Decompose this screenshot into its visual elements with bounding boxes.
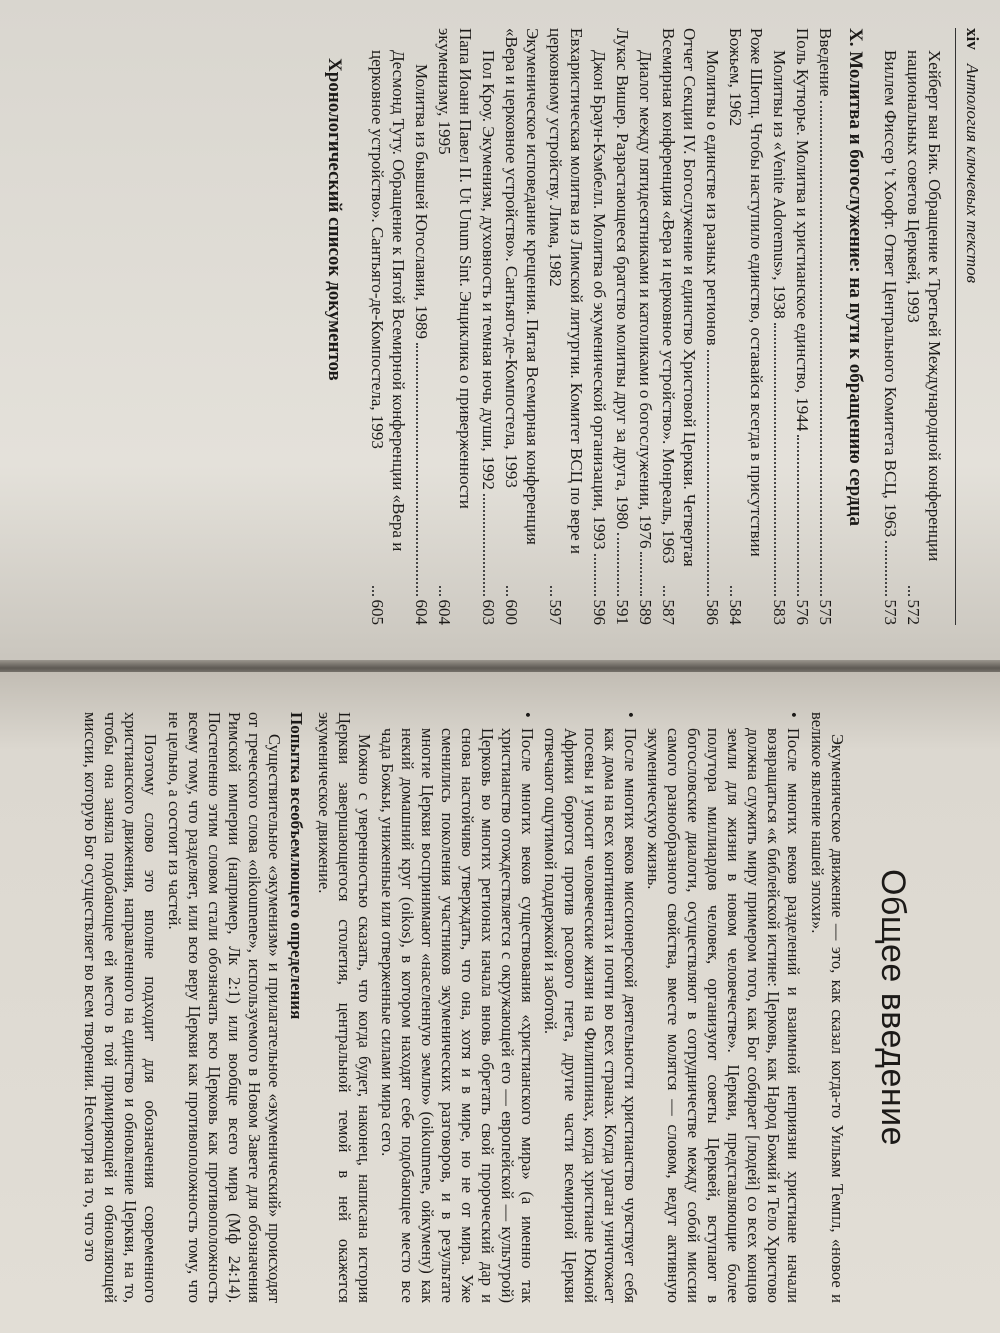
- toc-entry: [478, 28, 499, 625]
- toc-entry-page: 604: [435, 599, 454, 625]
- bullet-item: • После многих веков существования «христианского мира» (а именно так христианство отождествляется с окружающей его — европейской — культурой) Церковь во многих регионах начала вновь обретать свой пророческий дар и снова настойчиво утверждать, что она, хотя и в мире, но не от мира. Уже сменились поколения участников экуменических разговоров, и в результате многие Церкви воспринимают «населенную землю» (oikoumene, ойкумену) как некий домашний круг (oikos), в котором находят себе подобающее место все чада Божьи, униженные или отверженные силами мира сего.: [377, 712, 537, 1303]
- paragraph: Поэтому слово это вполне подходит для обозначения современного христианского движения, направленного на единство и обновление Церкви, на то, чтобы она заняла подобающее ей место в той примиряющей и обновляющей миссии, которую Бог осуществляет во всем творении. Несмотря на то, что это: [81, 712, 160, 1303]
- toc-entry-page: 600: [502, 599, 521, 625]
- toc-entry-title: Пол Кроу. Экуменизм, духовность и темная ночь души, 1992: [479, 50, 498, 490]
- page-number: xiv: [963, 28, 982, 50]
- toc-entry: [635, 28, 656, 625]
- toc-entry-title: Отчет Секции IV. Богослужение и единство Христовой Церкви. Четвертая Всемирная конференция «Вера и церковное устройство». Монреаль, 1963: [659, 28, 699, 567]
- leader-dots: [885, 541, 887, 595]
- toc-entry-page: 576: [793, 599, 812, 625]
- paragraph: Можно с уверенностью сказать, что когда будет, наконец, написана история Церкви завершающегося столетия, центральной темой в ней окажется экуменическое движение.: [315, 712, 374, 1303]
- toc-entry: [815, 28, 836, 625]
- toc-entry-page: 597: [546, 599, 565, 625]
- toc-entry-title: Экуменическое исповедание крещения. Пятая Всемирная конференция «Вера и церковное устройство». Сантьяго-де-Компостела, 1993: [502, 28, 542, 545]
- toc-entry-page: 587: [659, 599, 678, 625]
- final-heading: Хронологический список документов: [324, 58, 345, 381]
- toc-entry-title: Молитва из бывшей Югославии, 1989: [412, 64, 431, 339]
- toc-entry-title: Джон Браун-Кэмбелл. Молитва об экуменической организации, 1993: [590, 50, 609, 550]
- toc-entry: [411, 28, 432, 625]
- leader-dots: [908, 586, 910, 596]
- toc-entry-title: Лукас Вишер. Разрастающееся братство молитвы друг за друга, 1980: [613, 28, 632, 530]
- bullet-item: • После многих веков миссионерской деятельности христианство чувствует себя как дома на всех континентах и почти во всех странах. Когда ураган уничтожает посевы и уносит человеческие жизни на Филиппинах, когда христиане Южной Африки борются против расового гнета, другие части всемирной Церкви отвечают ощутимой поддержкой и заботой.: [540, 712, 640, 1303]
- toc-entry-page: 584: [726, 599, 745, 625]
- toc-entry-title: Молитвы из «Venite Adoremus», 1938: [770, 50, 789, 319]
- bullet-item: • После многих веков разделений и взаимной неприязни христиане начали возвращаться «к библейской истине: Церковь, как Народ Божий и Тело Христово должна служить миру примером того, как Бог собирает [людей] со всех концов земли для жизни в новом человечестве». Церкви, представляющие более полутора миллиардов человек, организуют советы Церквей, вступают в богословские диалоги, осуществляют в сотрудничестве между собой миссии самого разнообразного свойства, вместе молятся — словом, ведут активную экуменическую жизнь.: [643, 712, 803, 1303]
- toc-entry: [501, 28, 543, 625]
- leader-dots: [594, 554, 596, 596]
- toc-entry: [903, 28, 945, 625]
- toc-entry: [658, 28, 700, 625]
- toc-entry-title: Папа Иоанн Павел II. Ut Unum Sint. Энциклика о приверженности экуменизму, 1995: [435, 28, 475, 509]
- toc-entry-title: Молитвы о единстве из разных регионов: [703, 50, 722, 346]
- toc-entry: [545, 28, 587, 625]
- leader-dots: [617, 533, 619, 595]
- leader-dots: [663, 586, 665, 596]
- leader-dots: [506, 586, 508, 596]
- toc-entry: [612, 28, 633, 625]
- leader-dots: [550, 586, 552, 596]
- leader-dots: [820, 101, 822, 596]
- subheading: Попытка всеобъемлющего определения: [287, 712, 306, 1020]
- toc-entry-page: 589: [636, 599, 655, 625]
- toc-entry-page: 586: [703, 599, 722, 625]
- toc-list: [367, 28, 836, 625]
- toc-entry: [769, 28, 790, 625]
- toc-entry: [367, 28, 409, 625]
- toc-entry-title: Виллем Фиссер 't Хоофт. Ответ Центрального Комитета ВСЦ, 1963: [881, 50, 900, 538]
- paragraph: Существительное «экуменизм» и прилагательное «экуменический» происходят от греческого слова «oikoumene», используемого в Новом Завете для обозначения Римской империи (например, Лк 2:1) или вообще всего мира (Мф 24:14). Постепенно этим словом стали обозначать всю Церковь как противоположность всему тому, что разделяет, или всю веру Церкви как противоположность тому, что не цельно, а состоит из частей.: [165, 712, 284, 1303]
- toc-entry-title: Диалог между пятидесятниками и католиками о богослужении, 1976: [636, 50, 655, 549]
- toc-entry-title: Десмонд Туту. Обращение к Пятой Всемирной конференции «Вера и церковное устройство». Сантьяго-де-Компостела, 1993: [368, 50, 408, 552]
- right-page: [0, 672, 1000, 1333]
- toc-entry-page: 591: [613, 599, 632, 625]
- toc-entry-page: 575: [816, 599, 835, 625]
- chapter-title: Общее введение: [874, 868, 912, 1147]
- toc-entry: [702, 28, 723, 625]
- leader-dots: [439, 586, 441, 596]
- toc-entry: [589, 28, 610, 625]
- leader-dots: [774, 323, 776, 596]
- toc-entry-page: 583: [770, 599, 789, 625]
- leader-dots: [797, 435, 799, 595]
- toc-entry-page: 605: [368, 599, 387, 625]
- toc-entry-page: 596: [590, 599, 609, 625]
- toc-list-before: [880, 28, 945, 625]
- toc-entry-page: 573: [881, 599, 900, 625]
- toc-entry-title: Поль Кутюрье. Молитва и христианское единство, 1944: [793, 28, 812, 432]
- toc-entry-page: 572: [904, 599, 923, 625]
- section-title: X. Молитва и богослужение: на пути к обращению сердца: [845, 28, 866, 526]
- toc-entry-page: 603: [479, 599, 498, 625]
- toc-entry-title: Роже Шютц. Чтобы наступило единство, оставайся всегда в присутствии Божьем, 1962: [726, 28, 766, 557]
- toc-entry-title: Евхаристическая молитва из Лимской литургии. Комитет ВСЦ по вере и церковному устройству. Лима, 1982: [546, 28, 586, 555]
- toc-entry: [725, 28, 767, 625]
- leader-dots: [730, 586, 732, 596]
- leader-dots: [372, 586, 374, 596]
- toc-entry-title: Хейберт ван Бик. Обращение к Третьей Международной конференции национальных советов Церквей, 1993: [904, 50, 944, 562]
- leader-dots: [707, 350, 709, 596]
- leader-dots: [416, 343, 418, 596]
- leader-dots: [640, 552, 642, 595]
- toc-entry-title: Введение: [816, 28, 835, 97]
- toc-entry-page: 604: [412, 599, 431, 625]
- toc-entry: [880, 28, 901, 625]
- toc-entry: [434, 28, 476, 625]
- running-title: Антология ключевых текстов: [963, 63, 982, 283]
- toc-entry: [792, 28, 813, 625]
- intro-paragraph: Экуменическое движение — это, как сказал когда-то Уильям Темпл, «новое и великое явление нашей эпохи».: [808, 712, 847, 1303]
- bullet-list: [377, 712, 803, 1303]
- leader-dots: [483, 494, 485, 596]
- left-page: [0, 0, 1000, 665]
- running-head: [955, 28, 982, 625]
